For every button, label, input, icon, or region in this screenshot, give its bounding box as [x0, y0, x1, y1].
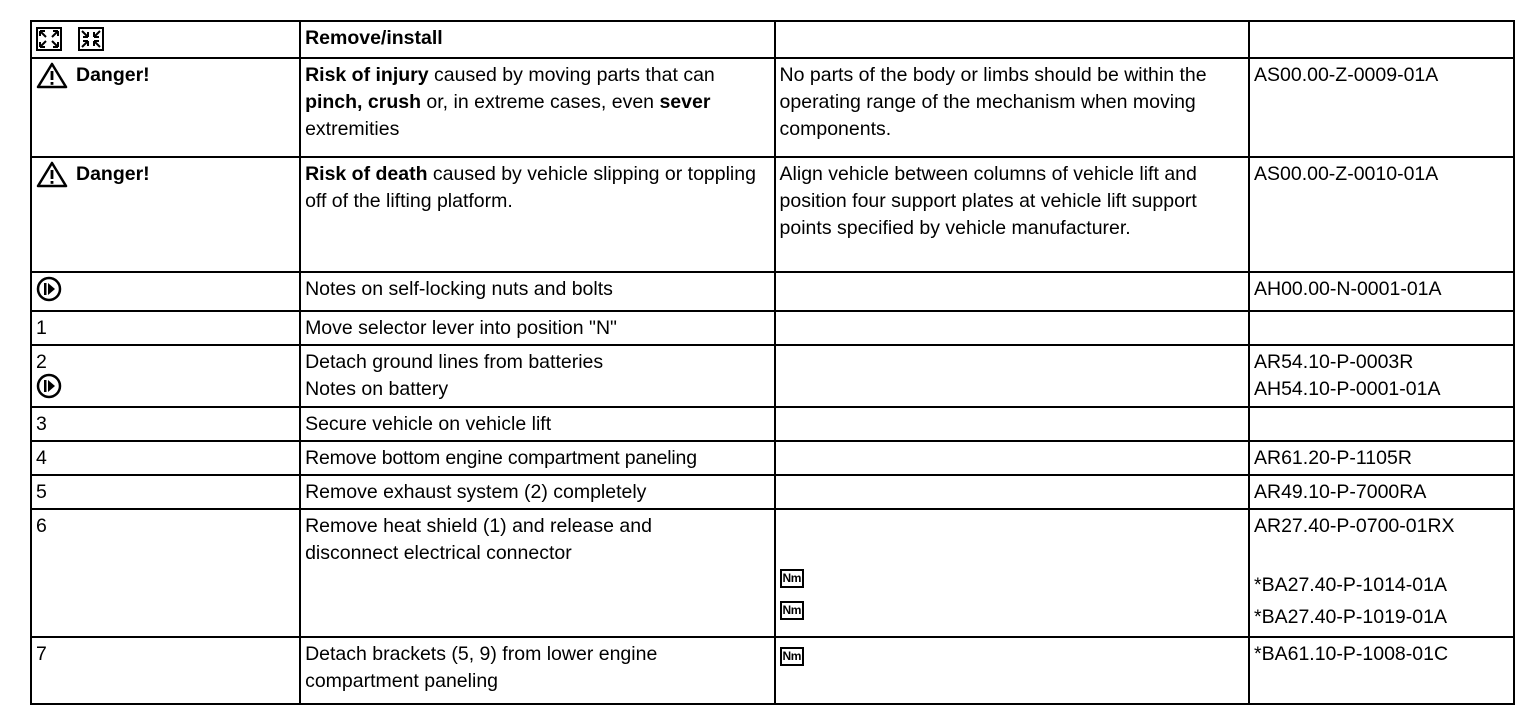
- torque-nm-icon[interactable]: Nm: [780, 569, 804, 588]
- step-number: 6: [31, 509, 300, 637]
- step-text: Remove heat shield (1) and release and: [305, 515, 652, 537]
- step-number: 2: [36, 351, 47, 373]
- step-text: Secure vehicle on vehicle lift: [300, 407, 774, 441]
- empty-cell: [775, 407, 1249, 441]
- danger-ref[interactable]: AS00.00-Z-0009-01A: [1249, 58, 1514, 157]
- torque-line: [780, 595, 1243, 627]
- risk-text: caused by vehicle slipping or toppling off of the lifting platform.: [305, 163, 756, 212]
- expand-arrows-icon[interactable]: [36, 27, 62, 51]
- step-row: [31, 407, 1514, 441]
- empty-cell: [775, 475, 1249, 509]
- step-number: 3: [31, 407, 300, 441]
- note-info-icon: [36, 276, 64, 303]
- step-text-cell: [300, 345, 774, 407]
- danger-measure: Align vehicle between columns of vehicle lift and position four support plates at vehicle lift support points specified by vehicle manufacturer.: [775, 157, 1249, 272]
- spacer: [1254, 540, 1508, 570]
- header-empty-cell: [775, 21, 1249, 58]
- warning-triangle-icon: [36, 161, 68, 188]
- risk-text: or, in extreme cases, even: [421, 91, 660, 113]
- risk-bold: Risk of death: [305, 163, 428, 185]
- step-text: Move selector lever into position "N": [300, 311, 774, 345]
- step-row: [31, 345, 1514, 407]
- risk-text: caused by moving parts that can: [428, 64, 715, 86]
- step-text: Remove exhaust system (2) completely: [300, 475, 774, 509]
- step-text-cell: [300, 637, 774, 704]
- step-text: Detach ground lines from batteries: [305, 351, 604, 373]
- step-row: [31, 637, 1514, 704]
- empty-cell: [775, 311, 1249, 345]
- step-ref[interactable]: AR54.10-P-0003R: [1254, 351, 1414, 373]
- table-header-row: [31, 21, 1514, 58]
- risk-text: extremities: [305, 118, 400, 140]
- notes-text: Notes on self-locking nuts and bolts: [300, 272, 774, 311]
- danger-risk-cell: [300, 58, 774, 157]
- step-text: disconnect electrical connector: [305, 542, 572, 564]
- collapse-arrows-icon[interactable]: [78, 27, 104, 51]
- danger-label-cell: [31, 58, 300, 157]
- torque-cell: [775, 637, 1249, 704]
- spacer: [780, 540, 1243, 563]
- step-row: [31, 509, 1514, 637]
- header-empty-cell: [1249, 21, 1514, 58]
- danger-label-cell: [31, 157, 300, 272]
- torque-cell: [775, 509, 1249, 637]
- torque-ref[interactable]: *BA27.40-P-1014-01A: [1254, 574, 1447, 596]
- step-ref[interactable]: AR61.20-P-1105R: [1249, 441, 1514, 475]
- header-icons-cell: [31, 21, 300, 58]
- notes-row: [31, 272, 1514, 311]
- header-title: Remove/install: [300, 21, 774, 58]
- step-row: [31, 475, 1514, 509]
- step-number: 7: [31, 637, 300, 704]
- step-ref: [1249, 311, 1514, 345]
- danger-row: [31, 157, 1514, 272]
- step-text-cell: [300, 509, 774, 637]
- step-ref[interactable]: AR27.40-P-0700-01RX: [1254, 515, 1455, 537]
- torque-nm-icon[interactable]: Nm: [780, 601, 804, 620]
- empty-cell: [775, 272, 1249, 311]
- step-row: [31, 441, 1514, 475]
- torque-ref[interactable]: *BA27.40-P-1019-01A: [1254, 606, 1447, 628]
- step-ref-cell: [1249, 345, 1514, 407]
- danger-ref[interactable]: AS00.00-Z-0010-01A: [1249, 157, 1514, 272]
- step-subref[interactable]: AH54.10-P-0001-01A: [1254, 378, 1441, 400]
- risk-bold: Risk of injury: [305, 64, 429, 86]
- step-text: compartment paneling: [305, 670, 499, 692]
- step-ref-cell: [1249, 509, 1514, 637]
- empty-cell: [775, 345, 1249, 407]
- empty-cell: [775, 441, 1249, 475]
- spacer: [780, 513, 1243, 540]
- step-text: Remove bottom engine compartment paneling: [300, 441, 774, 475]
- step-subtext: Notes on battery: [305, 378, 449, 400]
- step-text: Detach brackets (5, 9) from lower engine: [305, 643, 658, 665]
- notes-ref[interactable]: AH00.00-N-0001-01A: [1249, 272, 1514, 311]
- step-number: 4: [31, 441, 300, 475]
- step-ref[interactable]: *BA61.10-P-1008-01C: [1249, 637, 1514, 704]
- danger-risk-cell: [300, 157, 774, 272]
- warning-triangle-icon: [36, 62, 68, 89]
- note-info-icon: [36, 373, 64, 400]
- risk-bold: pinch, crush: [305, 91, 421, 113]
- step-ref: [1249, 407, 1514, 441]
- step-ref[interactable]: AR49.10-P-7000RA: [1249, 475, 1514, 509]
- step-number-cell: [31, 345, 300, 407]
- danger-label: Danger!: [76, 64, 150, 86]
- torque-line: [780, 563, 1243, 595]
- procedure-table: [30, 20, 1515, 705]
- danger-measure: No parts of the body or limbs should be within the operating range of the mechanism when moving components.: [775, 58, 1249, 157]
- step-row: [31, 311, 1514, 345]
- torque-nm-icon[interactable]: Nm: [780, 647, 804, 666]
- note-icon-cell: [31, 272, 300, 311]
- danger-label: Danger!: [76, 163, 150, 185]
- danger-row: [31, 58, 1514, 157]
- step-number: 1: [31, 311, 300, 345]
- step-number: 5: [31, 475, 300, 509]
- risk-bold: sever: [659, 91, 711, 113]
